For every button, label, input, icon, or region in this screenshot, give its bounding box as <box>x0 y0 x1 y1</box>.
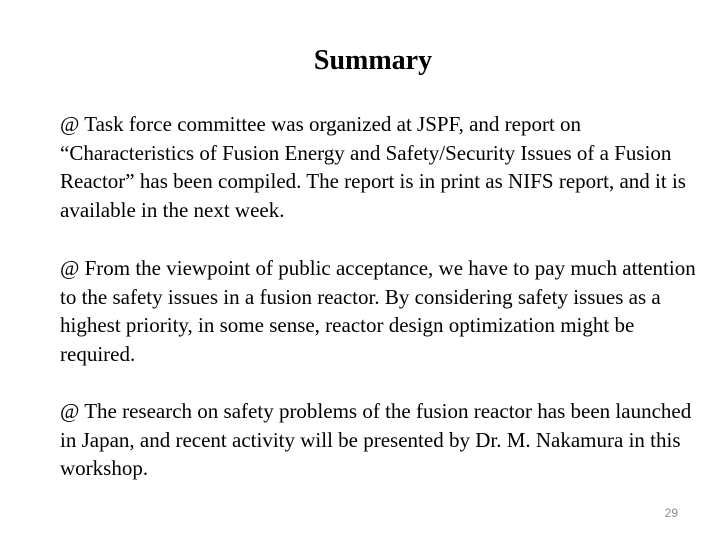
summary-bullet-research: @ The research on safety problems of the fusion reactor has been launched in Japan, and recent activity will be presented by Dr. M. Nakamura in this workshop. <box>60 399 692 480</box>
summary-bullet-public-acceptance: @ From the viewpoint of public acceptance, we have to pay much attention to the safety issues in a fusion reactor. By considering safety issues as a highest priority, in some sense, reactor design optimization might be required. <box>60 256 696 366</box>
slide-title: Summary <box>313 45 433 76</box>
summary-bullet-task-force: @ Task force committee was organized at JSPF, and report on “Characteristics of Fusion Energy and Safety/Security Issues of a Fusion Reactor” has been compiled. The report is in print as NIFS report, and it is available in the next week. <box>60 112 686 222</box>
page-number: 29 <box>664 506 678 520</box>
